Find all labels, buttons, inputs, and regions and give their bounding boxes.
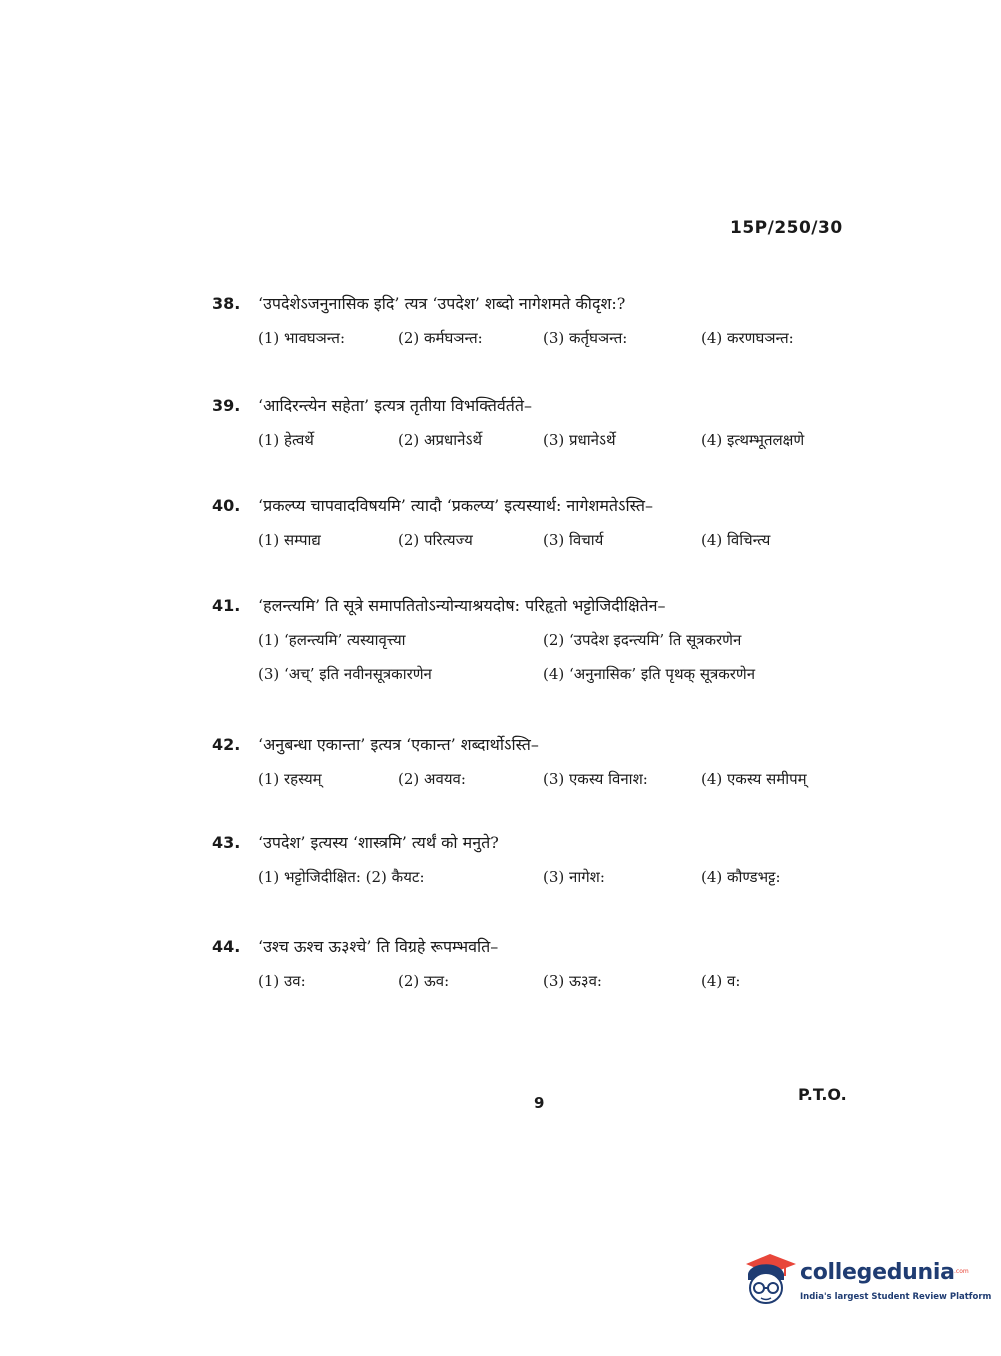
option-2: (2) परित्यज्य: [398, 531, 473, 549]
pto-label: P.T.O.: [798, 1085, 847, 1104]
options: [258, 769, 862, 789]
option-2: (2) अवयव:: [398, 770, 466, 788]
option-1: (1) ‘हलन्त्यमि’ त्यस्यावृत्त्या: [258, 631, 406, 649]
question-number: 39.: [212, 396, 241, 415]
question-40: [212, 494, 862, 550]
options: [258, 530, 862, 550]
option-1: (1) उव:: [258, 972, 306, 990]
option-1: (1) भावघञन्त:: [258, 329, 346, 347]
logo-tagline: India's largest Student Review Platform: [800, 1292, 992, 1302]
options: [258, 328, 862, 348]
option-4: (4) करणघञन्त:: [701, 329, 794, 347]
option-1: (1) हेत्वर्थे: [258, 431, 314, 449]
question-43: [212, 831, 862, 887]
option-3: (3) ‘अच्’ इति नवीनसूत्रकारणेन: [258, 665, 432, 683]
logo-wordmark: collegedunia: [800, 1260, 955, 1285]
option-2: (2) अप्रधानेऽर्थे: [398, 431, 483, 449]
question-number: 38.: [212, 294, 241, 313]
question-41: [212, 594, 862, 684]
option-4: (4) कौण्डभट्ट:: [701, 868, 781, 886]
question-number: 41.: [212, 596, 241, 615]
question-text: ‘आदिरन्त्येन सहेता’ इत्यत्र तृतीया विभक्तिर्वर्तते–: [258, 396, 533, 415]
options: [258, 630, 862, 684]
option-4: (4) एकस्य समीपम्: [701, 770, 807, 788]
option-1-2: (1) भट्टोजिदीक्षित: (2) कैयट:: [258, 868, 425, 886]
option-2: (2) ‘उपदेश इदन्त्यमि’ ति सूत्रकरणेन: [543, 631, 742, 649]
options: [258, 971, 862, 991]
question-39: [212, 394, 862, 450]
question-number: 44.: [212, 937, 241, 956]
logo-suffix: .com: [954, 1268, 969, 1275]
option-1: (1) रहस्यम्: [258, 770, 322, 788]
option-3: (3) कर्तृघञन्त:: [543, 329, 628, 347]
options: [258, 867, 862, 887]
option-3: (3) विचार्य: [543, 531, 604, 549]
option-4: (4) विचिन्त्य: [701, 531, 771, 549]
collegedunia-logo: [740, 1250, 992, 1320]
mascot-icon: [740, 1250, 798, 1308]
question-42: [212, 733, 862, 789]
option-1: (1) सम्पाद्य: [258, 531, 321, 549]
option-2: (2) ऊव:: [398, 972, 450, 990]
question-text: ‘उश्च ऊश्च ऊ३श्चे’ ति विग्रहे रूपम्भवति–: [258, 937, 499, 956]
option-3: (3) ऊ३व:: [543, 972, 602, 990]
options: [258, 430, 862, 450]
option-4: (4) ‘अनुनासिक’ इति पृथक् सूत्रकरणेन: [543, 665, 756, 683]
question-number: 43.: [212, 833, 241, 852]
question-number: 40.: [212, 496, 241, 515]
question-text: ‘उपदेश’ इत्यस्य ‘शास्त्रमि’ त्यर्थं को मनुते?: [258, 833, 499, 852]
option-2: (2) कर्मघञन्त:: [398, 329, 483, 347]
question-text: ‘हलन्त्यमि’ ति सूत्रे समापतितोऽन्योन्याश्रयदोष: परिहृतो भट्टोजिदीक्षितेन–: [258, 596, 666, 615]
option-4: (4) व:: [701, 972, 741, 990]
question-text: ‘अनुबन्धा एकान्ता’ इत्यत्र ‘एकान्त’ शब्दार्थोऽस्ति–: [258, 735, 539, 754]
option-3: (3) प्रधानेऽर्थे: [543, 431, 616, 449]
page-number: 9: [534, 1094, 545, 1112]
question-44: [212, 935, 862, 991]
option-4: (4) इत्थम्भूतलक्षणे: [701, 431, 805, 449]
option-3: (3) एकस्य विनाश:: [543, 770, 648, 788]
option-3: (3) नागेश:: [543, 868, 605, 886]
question-number: 42.: [212, 735, 241, 754]
question-38: [212, 292, 862, 348]
question-text: ‘प्रकल्प्य चापवादविषयमि’ त्यादौ ‘प्रकल्प्य’ इत्यस्यार्थ: नागेशमतेऽस्ति–: [258, 496, 653, 515]
question-text: ‘उपदेशेऽजनुनासिक इदि’ त्यत्र ‘उपदेश’ शब्दो नागेशमते कीदृश:?: [258, 294, 626, 313]
paper-code: 15P/250/30: [730, 218, 843, 238]
